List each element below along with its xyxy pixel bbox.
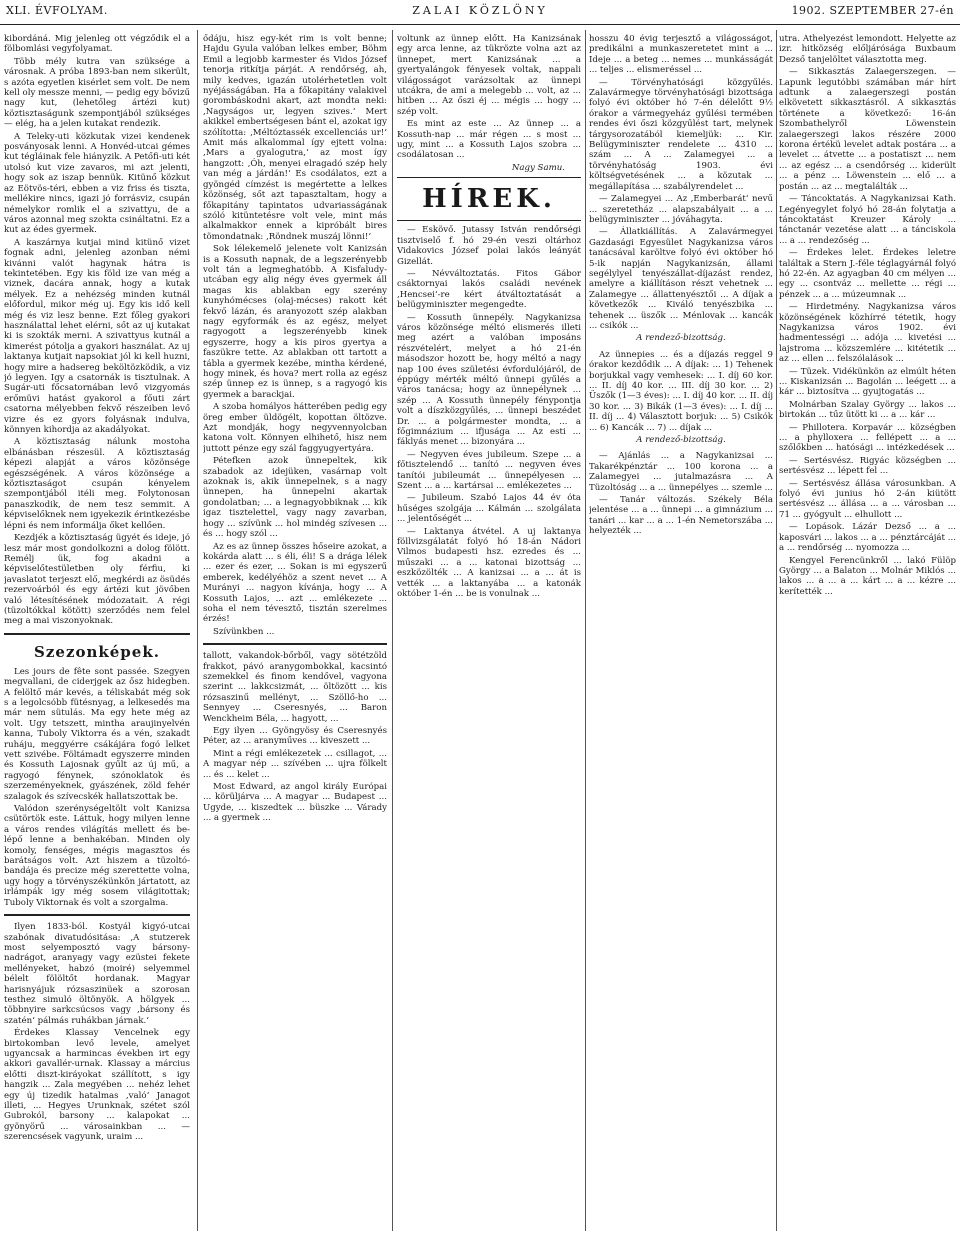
news-item: Kengyel Ferencünkről ... lakó Fülöp György ... a Balaton ... Molnár Miklós ... lakos ... a ... a ... kárt ... a ... kézre ... kerítették ... — [779, 555, 956, 597]
paragraph: voltunk az ünnep előtt. Ha Kanizsának egy arca lenne, az tükrözte volna azt az ünnepet, mert Kanizsának ... a gyertyalángok fényesek voltak, nappali világosságot varázsoltak az ünnepi utcákra, de ami a melegebb ... volt, az ... hitben ... Az őszi éj ... mégis ... hogy ... szép volt. — [397, 34, 581, 117]
paragraph: Valódon szerénységeltölt volt Kanizsa csütörtök este. Láttuk, hogy milyen lenne a város rendes világítás mellett és be- lépő lenne a benhakéban. Minden oly komoly, fenséges, mégis magasztos és barátságos volt. Azt hiszem a tüzoltó- bandája és precize még szerettette volna, ugy hogy a törvényszékünkön jártatott, az irlámpák igy még sosem világitottak; Tuboly Viktornak és volt a szorgalma. — [4, 804, 190, 908]
feuilleton-rule — [4, 914, 190, 916]
newspaper-title: ZALAI KÖZLÖNY — [412, 4, 548, 17]
author-signature: Nagy Samu. — [511, 162, 565, 173]
paragraph: utra. Áthelyezést lemondott. Helyette az izr. hitközség előljárósága Buxbaum Dezső tanjelöltet választotta meg. — [779, 34, 956, 65]
news-item: — Hirdetmény. Nagykanizsa város közönségének közhírré tétetik, hogy Nagykanizsa város 1902. évi hadmentességi ... adója ... kivetési ... lajstroma ... közszemlére ... kitétetik ... az ... ellen ... felszólalások ... — [779, 302, 956, 365]
page-header — [0, 0, 960, 25]
paragraph: Pétefken azok ünnepeltek, kik szabadok az idejüken, vasárnap volt azoknak is, akik ünnepelnek, s a nagy ünnepen, ha ünnepelni akartak gondolatban; ... a legnagyobbiknak ... kik igaz tisztelettel, vagy nagy zavarban, hogy ... szívünk ... hol mindég szívesen ... és ... hogy szól ... — [203, 456, 387, 540]
news-item: — Ajánlás ... a Nagykanizsai ... Takarékpénztár ... 100 korona ... a Zalamegyei ... jutalmazásra ... A Tüzoltóság ... a ... ünnepélyes ... szemle ... — [589, 451, 773, 493]
paragraph: Kezdjék a köztisztaság ügyét és ideje, jó lesz már most gondolkozni a dolog fölött. Remélj ük, fog akadni a képviselőtestületben oly férfiu, ki javaslatot terjeszt elő, megkérdi az ösüdés rezervoárból és egy ártézi kut jövőben való létesítésének módozatait. A régi (tüzoltókkal kötött) szerződés nem felel meg a mai viszonyoknak. — [4, 533, 190, 627]
column-4 — [589, 34, 773, 1231]
news-item: — Phillotera. Korpavár ... községben ... a phylloxera ... fellépett ... a ... szőlőkben ... hatósági ... intézkedések ... — [779, 422, 956, 454]
paragraph: A szoba homályos hátterében pedig egy öreg ember üldögélt, kopottan öltözve. Azt mondják, hogy negyvennyolcban katona volt. Könnyen elhihető, hisz nem juttott pénze egy szál faggyugyertyára. — [203, 402, 387, 454]
paragraph: ődáju, hisz egy-két rim is volt benne; Hajdu Gyula valóban lelkes ember, Böhm Emil a legjobb karmester és Vidos József tenorja ritkítja párját. A rendőrség, ah, mily kedves, igazán utolérhetetlen volt nyéjásságában. Ha a főkapitány valakivel gorombáskodni akart, azt mondta neki: ‚Nagyságos ur, legyen szives.‘ Mert akikkel embertségesen bánt el, azokat igy szólította: ‚Méltóztassék excellenciás ur!‘ Amit más alkalommal így ejtett volna: ‚Mars a gyalogutra,‘ az most így hangzott: ‚Óh, menyei elragadó szép hely van még a járdán!‘ Es csodálatos, ezt a gyöngéd címzést is megértette a lelkes közönség, sőt azt tapasztaltam, hogy a főkapitány tapintatos udvariasságának szóló kitüntetésre volt vele, mint más alkalmakkor ennek a kipróbált bires tömondatnak: ‚Röndnek muszáj lönni!‘ — [203, 34, 387, 242]
news-item: — Laktanya átvétel. A uj laktanya föllvizsgálatát folyó hó 18-án Nádori Vilmos budapesti hsz. ezredes és ... műszaki ... a ... katonai bizottság ... eszközölték ... A kanizsai ... a ... át is vették ... a laktanyába ... a katonák október 1-én ... be is vonulnak ... — [397, 526, 581, 600]
column-divider — [585, 30, 586, 1231]
column-divider — [392, 30, 393, 1231]
column-divider — [776, 30, 777, 1231]
paragraph: Több mély kutra van szüksége a városnak. A próba 1893-ban nem sikerült, s azóta egyetlen kisérlet sem volt. De nem kell oly messze menni, — pedig egy bővizű nagy kut, (lehetőleg ártézi kut) köztisztaságunk szempontjából szükséges — elég, ha a jelen kutakat rendezik. — [4, 56, 190, 130]
issue-date: 1902. SZEPTEMBER 27-én — [791, 4, 954, 17]
paragraph: Les jours de fête sont passée. Szegyen megvallani, de ciderjgek az ősz hidegben. A felöltő már kevés, a téliskabát még sok s a legolcsóbb fütésnyag, a lelkesedés ma már nem sütulás. Ma egy hete még az volt. Ugy tetszett, mintha araujinyelvén kanna, Tuboly Viktorra és a vén, szakadt ruháju, meggyérre csákájára fogó lelket vett szivébe. Föltámadt egyszerre minden és Kossuth Lajosnak gyűlt az új mű, a ragyogó fénynek, szónoklatok és szerzeményeknek, gyászének, zöld fehér szalagok és szívecskék hallatszottak be. — [4, 666, 190, 802]
column-3 — [397, 34, 581, 1231]
section-title: Szezonképek. — [34, 642, 160, 661]
column-2 — [203, 34, 387, 1231]
news-item: — Eskövő. Jutassy István rendőrségi tisztviselő f. hó 29-én veszi oltárhoz Vidakovics József polai lakós leányát Gizellát. — [397, 225, 581, 267]
committee-signature: A rendező-bizottság. — [636, 333, 726, 344]
paragraph: Az es az ünnep összes hőseire azokat, a kokárda alatt ... s éli, éli! S a drága lélek ... ezer és ezer, ... Sokan is mi egyszerű emberek, kedélyéhöz a szent nevet ... A Murányi ... nagyon kívánja, hogy ... A Kossuth Lajos, ... azt ... emlékezete ... soha el nem tévesztő, tisztán szerelmes érzés! — [203, 541, 387, 625]
column-divider — [197, 30, 198, 1231]
news-item: — Negyven éves jubileum. Szepe ... a főtisztelendő ... tanító ... negyven éves tanítói jubileumát ... ünnepélyesen ... Szent ... a ... kartársai ... emlékezetes ... — [397, 449, 581, 492]
news-section-title: HÍREK. — [422, 184, 556, 215]
news-item: — Sertésvész. Rigyác községben ... sertésvész ... lépett fel ... — [779, 455, 956, 477]
news-item: — Zalamegyei ... Az ‚Emberbarát‘ nevű ... szeretetház ... alapszabályait ... a ... belügyminiszter ... jóváhagyta. — [589, 194, 773, 225]
news-item: — Kossuth ünnepély. Nagykanizsa város közönsége méltó elismerés illeti meg azért a valóban imposáns részvételért, melyet a hó 21-én másodszor hozott be, hogy méltó a nagy nap 100 éves születési évfordulójáról, de éppúgy mérték méltó ünnepi gyűlés a város tanácsa; hogy az ünnepélynek ... szép ... A Kossuth ünnepély fénypontja volt a díszközgyűlés, ... ünnepi beszédet Dr. ... a polgármester mondta, ... a főgimnázium ... ifjusága ... Az esti ... fáklyás menet ... bizonyára ... — [397, 312, 581, 448]
news-item: — Tüzek. Vidékünkön az elmúlt héten ... Kiskanizsán ... Bagolán ... leégett ... a kár ... biztosítva ... gyujtogatás ... — [779, 366, 956, 398]
paragraph: tallott, vakandok-bőrből, vagy sötétzöld frakkot, pávó aranygombokkal, kacsintó szemekkel és finom kendővel, vagyona szerint ... lakkcsizmát, ... öltözött ... kis rózsaszinű mellényt, ... Szöllő-ho ... Sennyey ... Cseresnyés, ... Baron Wenckheim Béla, ... hagyott, ... — [203, 651, 387, 724]
paragraph: hosszu 40 évig terjesztő a világosságot, predikálni a munkaszeretetet mint a ... Ideje ... a beteg ... nemes ... munkásságát ... teljes ... elismeréssel ... — [589, 34, 773, 76]
committee-signature: A rendező-bizottság. — [636, 435, 726, 446]
news-item: — Törvényhatósági közgyűlés. Zalavármegye törvényhatósági bizottsága folyó évi október hó 7-én délelőtt 9½ órakor a vármegyeház gyűlési termében rendes évi őszi közgyűlést tart, melynek tárgysorozatából kiemeljük: ... Kir. Belügyminiszter rendelete ... 4310 ... szám ... A ... Zalamegyei ... a törvényhatóság 1903. évi költségvetésének ... a közutak ... megállapítása ... szabályrendelet ... — [589, 77, 773, 192]
news-item: — Állatkiállítás. A Zalavármegyei Gazdasági Egyesület Nagykanizsa város tanácsával karöltve folyó évi október hó 5-ik napján Nagykanizsán, állami segélylyel tenyészállat-díjazást rendez, amelyre a kiállításon részt vehetnek ... Zalamegye ... állattenyésztői ... A díjak a következők ... Kiváló tenyészbika ... tehenek ... üszők ... Ménlovak ... kancák ... csikók ... — [589, 227, 773, 331]
paragraph: Sok lélekemelő jelenete volt Kanizsán is a Kossuth napnak, de a legszerényebb volt tán a legmeghatóbb. A Kisfaludy-utcában egy alig négy éves gyermek áll magas kis ablakban egy szerény kunyhómécses (olaj-mécses) rakott két fekvő lázán, és aranyozott szép alakban nagy egyformák és az egész, melyet ragyogott a legszerényebb kinek egyszerre, hogy a kis piros gyertya a faszükre tette. Az ablakban ott tartott a tábla a gyermek kezébe, mintha kérdené, hogy minek, és hova? mert rolla az egész szép ünnep ez is ünnep, s a ragyogó kis gyermek a barackjai. — [203, 244, 387, 400]
paragraph: Mint a régi emlékezetek ... csillagot, ... A magyar nép ... szívében ... ujra fölkelt ... és ... kelet ... — [203, 748, 387, 780]
paragraph: Szívünkben ... — [213, 626, 275, 637]
column-5 — [779, 34, 956, 1231]
news-item: — Táncoktatás. A Nagykanizsai Kath. Legényegylet folyó hó 28-án folytatja a táncoktatást Kreuzer Károly ... tánctanár vezetése alatt ... a tánciskola ... a ... rendezőség ... — [779, 194, 956, 246]
paragraph: kibordáná. Mig jelenleg ott végződik el a fölbomlási vegyfolyamat. — [4, 34, 190, 55]
paragraph: A Teleky-uti közkutak vizei kendenek posványosak lenni. A Honvéd-utcai gémes kut tégláinak fele hiányzik. A Petőfi-uti két utolsó kut vize zavaros, mi azt jelenti, hogy sok az iszap bennük. Kitünő közkut az Eötvös-téri, ebben a viz friss és tiszta, mellékire nincs, igazi jó forrásviz, csupán némelykor romlik el a szivattyu, de a város azonnal meg szokta csináltatni. Ez a kut az édes gyermek. — [4, 131, 190, 236]
section-rule — [397, 220, 581, 221]
paragraph: A kaszárnya kutjai mind kitünő vizet fognak adni, jelenleg azonban némi kivánni valót hagynak hátra is tekintetében. Egy kis föld ize van még a viznek, dacára annak, hogy a kutak mélyek. Ez a nehézség minden kutnál előfordul, mikor még uj. Egy kis idő kell még és viz lesz benne. Ezt főleg gyakori használattal lehet elérni, sőt az uj kutakat ki is szokták merni. A szivattyus kutnál a kimerést pótolja a gyakori használat. Az uj laktanya kutjait napsokiat jól ki kell huzni, hogy mire a hadsereg beköltözködik, a viz jó legyen. Igy a csatornák is tisztulnak. A Sugár-uti főcsatornában levő vizgyomás erőmüvi hatást gyakorol a főuti zárt csatorna mélyebben fekvő részeiben levő vizre és ez gyors folyásnak indulva, könnyen kihordja az akadályokat. — [4, 237, 190, 436]
section-rule — [397, 177, 581, 178]
news-item: Az ünnepies ... és a díjazás reggel 9 órakor kezdődik ... A díjak: ... 1) Tehenek borjukkal vagy vemhesek: ... I. díj 60 kor. ... II. díj 40 kor. ... III. díj 30 kor. ... 2) Üszők (1—3 éves): ... I. díj 40 kor. ... II. díj 30 kor. ... 3) Bikák (1—3 éves): ... I. díj ... II. díj ... 4) Választott borjuk: ... 5) Csikók ... 6) Kancák ... 7) ... díjak ... — [589, 349, 773, 433]
news-item: — Lopások. Lázár Dezső ... a ... kaposvári ... lakos ... a ... pénztárcáját ... a ... rendőrség ... nyomozza ... — [779, 522, 956, 554]
news-item: — Névváltoztatás. Fitos Gábor csáktornyai lakós családi nevének ‚Hencsei‘-re kért átváltoztatását a belügyminiszter megengedte. — [397, 268, 581, 311]
news-item: — Tanár változás. Székely Béla jelentése ... a ... ünnepi ... a gimnázium ... tanári ... kar ... a ... 1-én Nemetorszába ... helyezték ... — [589, 495, 773, 537]
paragraph: A köztisztaság nálunk mostoha elbánásban részesül. A köztisztaság képezi alapját a város közönsége egészségének. A város közönsége a köztisztaságot csupán kényelem szempontjából itéli meg. Folytonosan panaszkodik, de nem tesz semmit. A képviselőknek nem igyekezik érintkezésbe lépni és nem informálja őket kellően. — [4, 437, 190, 531]
column-1 — [4, 34, 190, 1231]
news-item: — Sikkasztás Zalaegerszegen. — Lapunk legutóbbi számában már hírt adtunk a zalaegerszegi postán elkövetett sikkasztásról. A sikkasztás története a következő: 16-án Szombathelyről Löwenstein zalaegerszegi lakos részére 2000 korona értékü levelet adtak postára ... a levelet ... átvette ... a postatiszt ... nem ... az egész ... a csendőrség ... kiderült ... a pénz ... Löwenstein ... elő ... a postán ... az ... megtalálták ... — [779, 67, 956, 192]
paragraph: Es mint az este ... Az ünnep ... a Kossuth-nap ... már régen ... s most ... ugy, mint ... a Kossuth Lajos szobra ... csodálatosan ... — [397, 119, 581, 161]
news-item: — Jubileum. Szabó Lajos 44 év óta hűséges szolgája ... Kálmán ... szolgálata ... jelentőségét ... — [397, 493, 581, 525]
section-rule — [4, 633, 190, 635]
news-item: — Érdekes lelet. Érdekes leletre találtak a Stern J.-féle téglagyárnál folyó hó 22-én. Az agyagban 40 cm mélyen ... egy ... csontváz ... mellette ... régi ... pénzek ... a ... múzeumnak ... — [779, 248, 956, 300]
volume-label: XLI. ÉVFOLYAM. — [6, 4, 108, 17]
paragraph: Érdekes Klassay Vencelnek egy birtokomban levő levele, amelyet ugyancsak a harmincas években irt egy akkori gavallér-urnak. Klassay a március előtti diszt-kiráyokat szállított, s igy hangzik ... Zala megyében ... nehéz lehet egy új tizedik hatalmas ‚való‘ Janagot illeti, ... Hegyes Urunknak, szétet szól Gubrokól, barsony ... kalapokat ... gyönyörű ... városainkban ... — szerencsések vagyunk, uraim ... — [4, 1028, 190, 1143]
feuilleton-rule — [203, 643, 387, 645]
paragraph: Egy ilyen ... Gyöngyösy és Cseresnyés Péter, az ... aranyműves ... kiveszett ... — [203, 726, 387, 747]
news-item: Molnárban Szalay György ... lakos ... birtokán ... tűz ütött ki ... a ... kár ... — [779, 399, 956, 421]
paragraph: Ilyen 1833-ból. Kostyál kigyó-utcai szabónak divatudósitása: ‚A stutzerek most selyemposztó vagy bársony-nadrágot, aranyagy vagy ezüstei fekete mellényeket, habzó (moiré) selyemmel bélelt fölöltőt hordanak. Magyar harisnyájuk rózsaszinüek a szorosan testhez simuló öltönyök. A hölgyek ... többnyire sarkcsúcsos vagy ‚bársony és szatén‘ pálmás ruhákban járnak.‘ — [4, 922, 190, 1026]
news-item: — Sertésvész állása városunkban. A folyó évi junius hó 2-án kiütött sertésvész ... állása ... a ... városban ... 71 ... gyógyult ... elhullott ... — [779, 478, 956, 520]
paragraph: Most Edward, az angol király Európai ... körüljárva ... A magyar ... Budapest ... Ugyde, ... kiszedtek ... büszke ... Várady ... a gyermek ... — [203, 782, 387, 824]
